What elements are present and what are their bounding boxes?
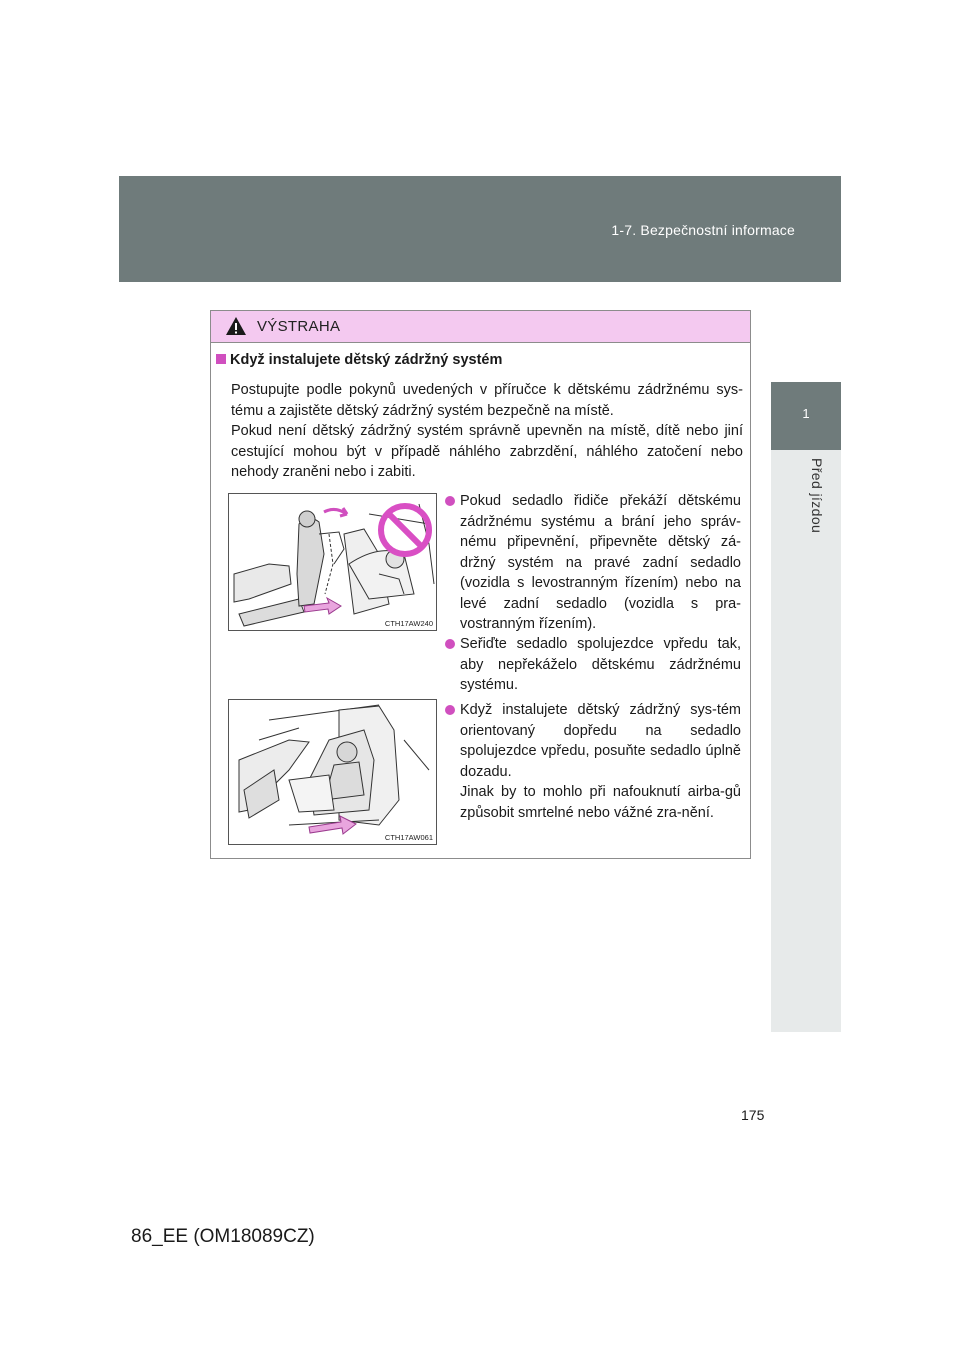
figure-code-1: CTH17AW240 xyxy=(384,619,433,628)
section-title: 1-7. Bezpečnostní informace xyxy=(611,222,795,238)
warning-triangle-icon xyxy=(225,316,247,336)
chapter-number: 1 xyxy=(802,406,810,421)
bullet-item-3 xyxy=(445,700,741,823)
section-heading xyxy=(216,352,502,368)
bullet-text-3: Když instalujete dětský zádržný sys-tém orientovaný dopředu na sedadlo spolujezdce vpředu, posuňte sedadlo úplně dozadu. xyxy=(460,702,741,780)
intro-text xyxy=(231,380,743,483)
warning-header xyxy=(211,311,750,343)
bullet-text-1: Pokud sedadlo řidiče překáží dětskému zádržnému systému a brání jeho správ-nému připevnění, připevněte dětský zá-držný systém na pravé zadní sedadlo (vozidla s levostranným řízením) nebo na levé zadní sedadlo (vozidla s pra-vostranným řízením). xyxy=(460,493,741,632)
warning-box xyxy=(210,310,751,859)
bullet-dot-icon xyxy=(445,705,455,715)
intro-paragraph-1: Postupujte podle pokynů uvedených v příručce k dětskému zádržnému sys-tému a zajistěte dětský zádržný systém bezpečně na místě. xyxy=(231,382,743,419)
warning-title: VÝSTRAHA xyxy=(257,318,341,335)
section-heading-text: Když instalujete dětský zádržný systém xyxy=(230,352,503,368)
figure-passenger-seat xyxy=(228,699,437,845)
bullet-text-3b: Jinak by to mohlo při nafouknutí airba-gů způsobit smrtelné nebo vážné zra-nění. xyxy=(460,784,741,821)
chapter-label: Před jízdou xyxy=(809,458,825,534)
header-band xyxy=(119,176,841,282)
chapter-tab[interactable] xyxy=(771,382,841,450)
document-code: 86_EE (OM18089CZ) xyxy=(131,1226,315,1247)
figure-driver-seat xyxy=(228,493,437,631)
figure-code-2: CTH17AW061 xyxy=(384,833,433,842)
intro-paragraph-2: Pokud není dětský zádržný systém správně upevněn na místě, dítě nebo jiní cestující mohou být v případě náhlého zabrzdění, náhlého zatočení nebo nehody zraněni nebo i zabiti. xyxy=(231,423,743,480)
bullet-text-2: Seřiďte sedadlo spolujezdce vpředu tak, aby nepřekáželo dětskému zádržnému systému. xyxy=(460,636,741,693)
square-bullet-icon xyxy=(216,354,226,364)
bullet-item-1 xyxy=(445,491,741,635)
bullet-dot-icon xyxy=(445,639,455,649)
bullet-item-2 xyxy=(445,634,741,696)
bullet-dot-icon xyxy=(445,496,455,506)
chapter-strip xyxy=(771,450,841,1032)
page-number: 175 xyxy=(741,1107,765,1123)
driver-seat-prohibited-illustration-icon xyxy=(229,494,436,630)
front-passenger-child-seat-illustration-icon xyxy=(229,700,436,844)
